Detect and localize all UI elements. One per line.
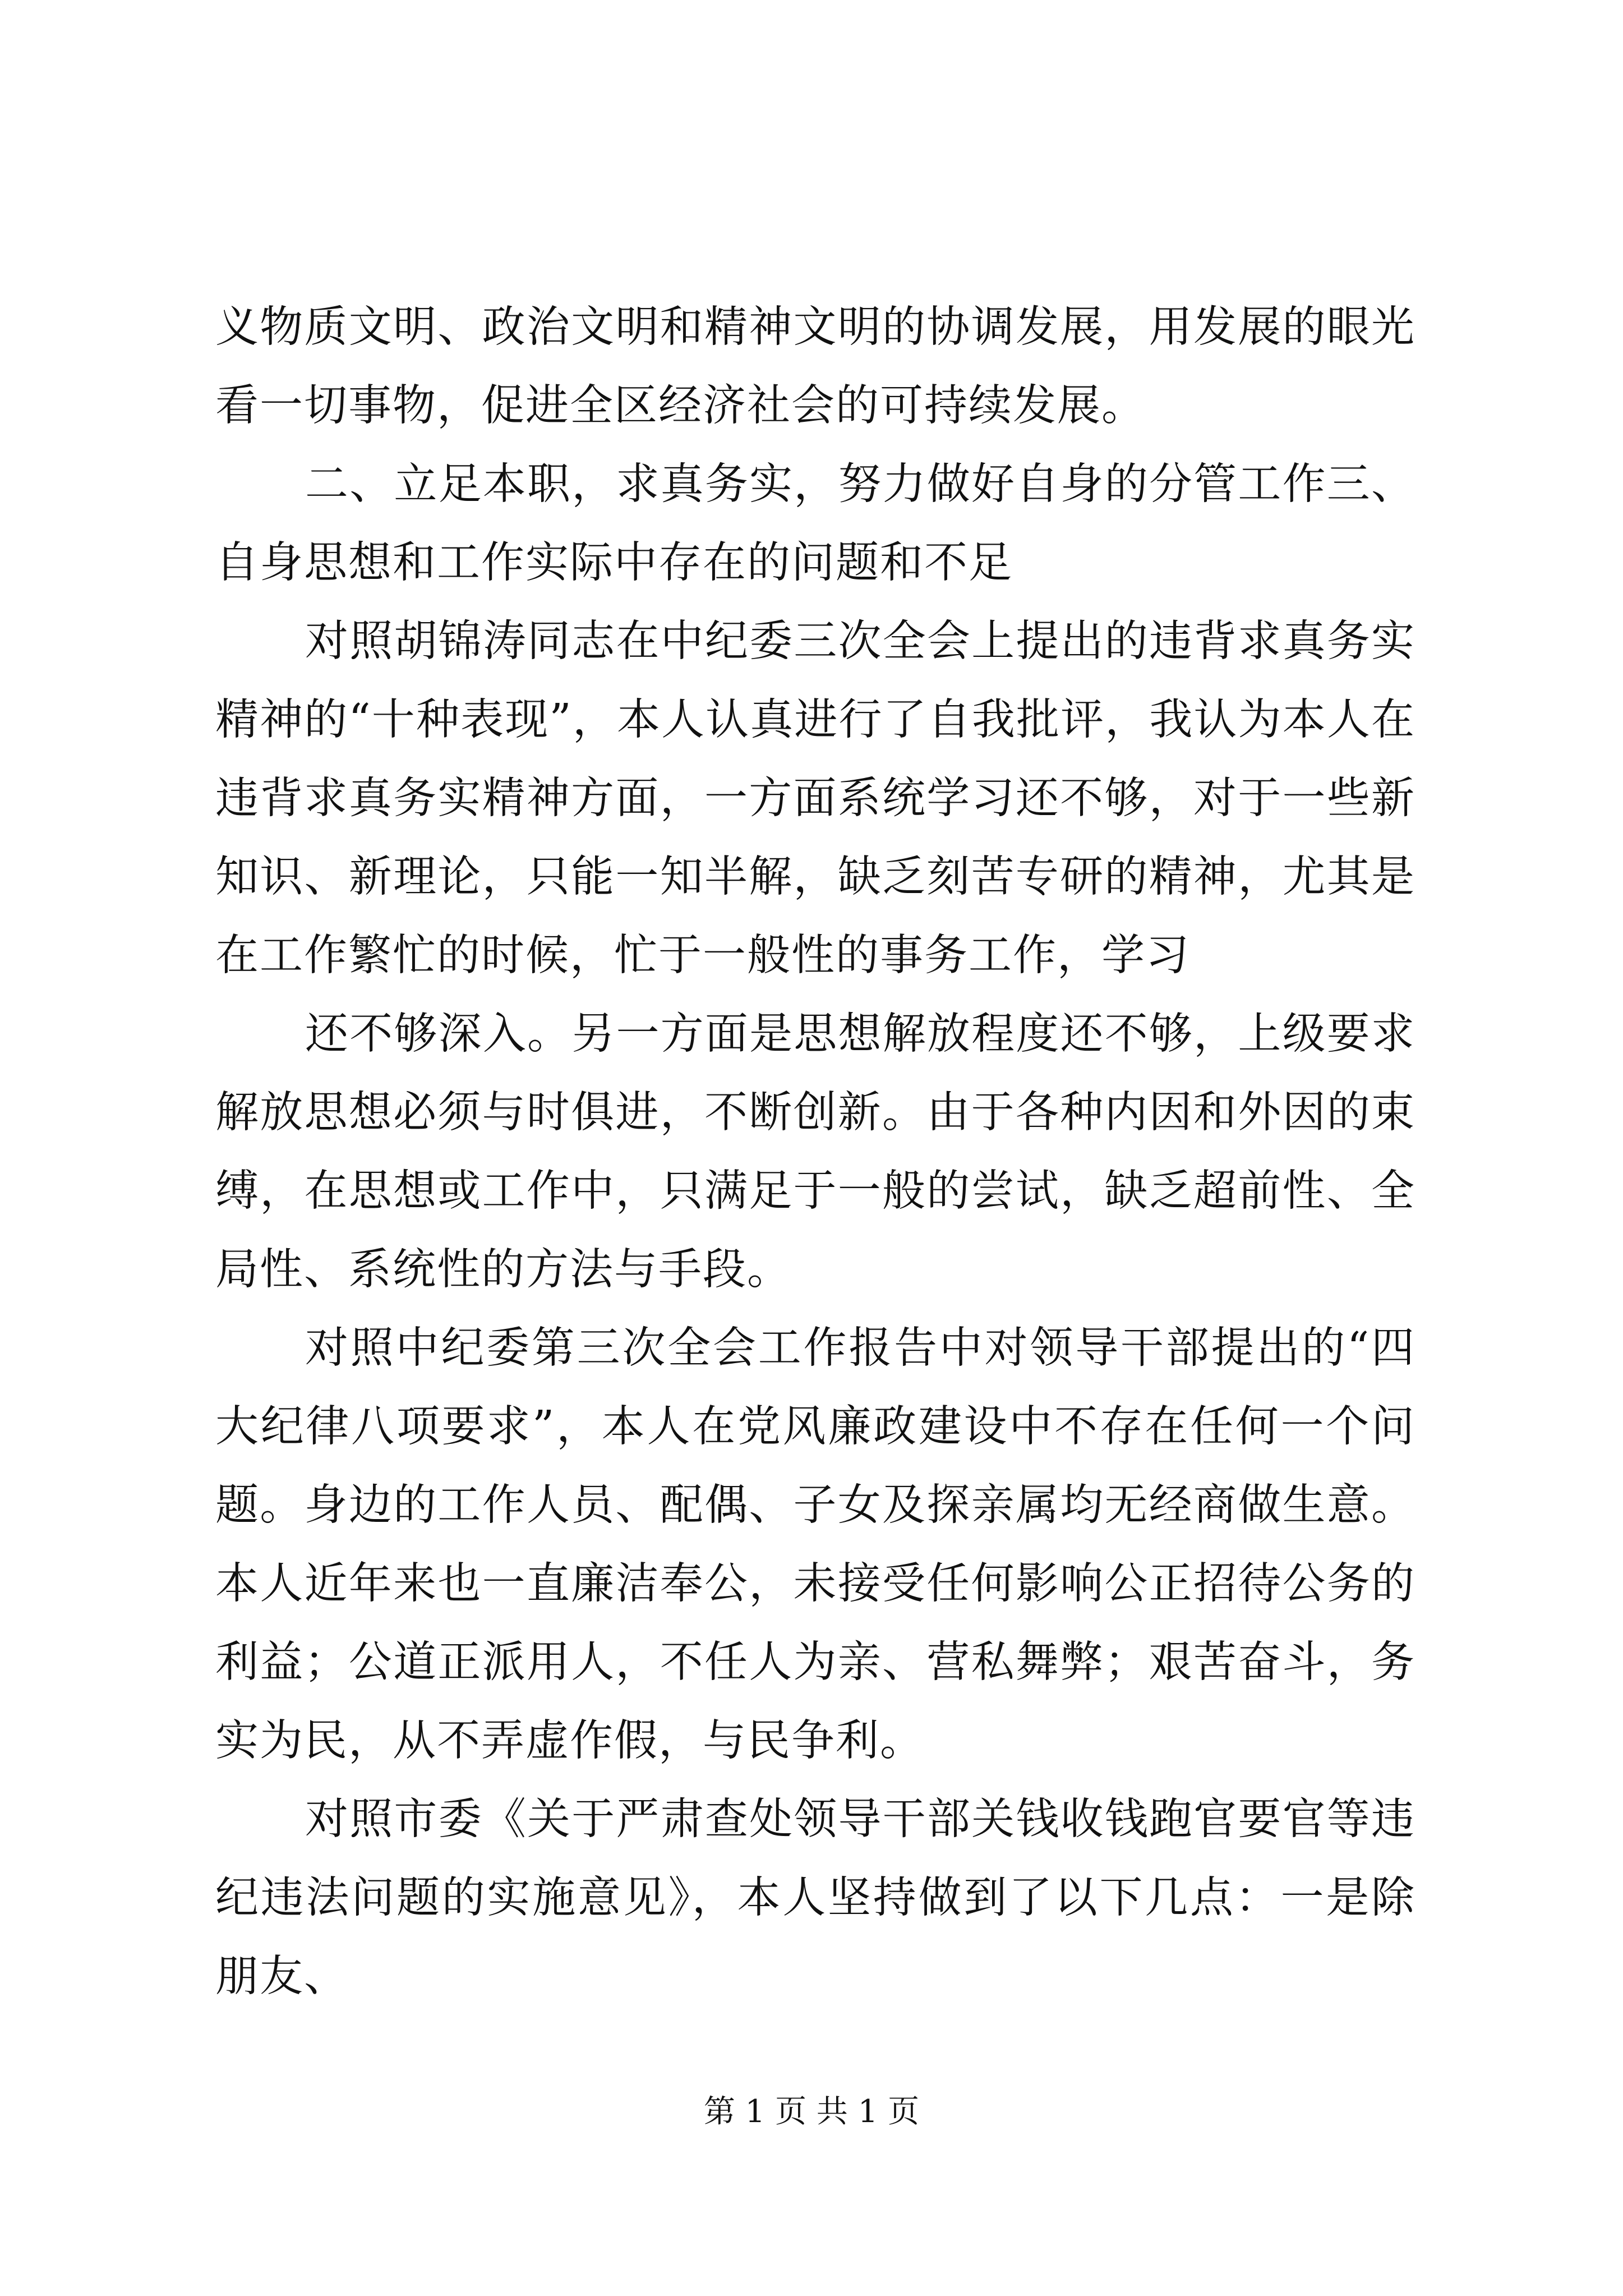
paragraph-1: 义物质文明、政治文明和精神文明的协调发展，用发展的眼光看一切事物，促进全区经济社会的可持续发展。: [215, 302, 1415, 431]
paragraph-5: 对照中纪委第三次全会工作报告中对领导干部提出的“四大纪律八项要求”，本人在党风廉政建设中不存在任何一个问题。身边的工作人员、配偶、子女及探亲属均无经商做生意。本人近年来也一直廉洁奉公，未接受任何影响公正招待公务的利益；公道正派用人，不任人为亲、营私舞弊；艰苦奋斗，务实为民，从不弄虚作假，与民争利。: [215, 1323, 1415, 1766]
paragraph-3: 对照胡锦涛同志在中纪委三次全会上提出的违背求真务实精神的“十种表现”，本人认真进行了自我批评，我认为本人在违背求真务实精神方面，一方面系统学习还不够，对于一些新知识、新理论，只能一知半解，缺乏刻苦专研的精神，尤其是在工作繁忙的时候，忙于一般性的事务工作，学习: [215, 616, 1415, 981]
page-footer: 第 1 页 共 1 页: [703, 2093, 920, 2130]
document-body: [215, 288, 1415, 2016]
paragraph-4: 还不够深入。另一方面是思想解放程度还不够，上级要求解放思想必须与时俱进，不断创新。由于各种内因和外因的束缚，在思想或工作中，只满足于一般的尝试，缺乏超前性、全局性、系统性的方法与手段。: [215, 1009, 1415, 1295]
paragraph-6: 对照市委《关于严肃查处领导干部关钱收钱跑官要官等违纪违法问题的实施意见》，本人坚持做到了以下几点：一是除朋友、: [215, 1795, 1415, 2001]
paragraph-2: 二、立足本职，求真务实，努力做好自身的分管工作三、自身思想和工作实际中存在的问题和不足: [215, 459, 1415, 588]
